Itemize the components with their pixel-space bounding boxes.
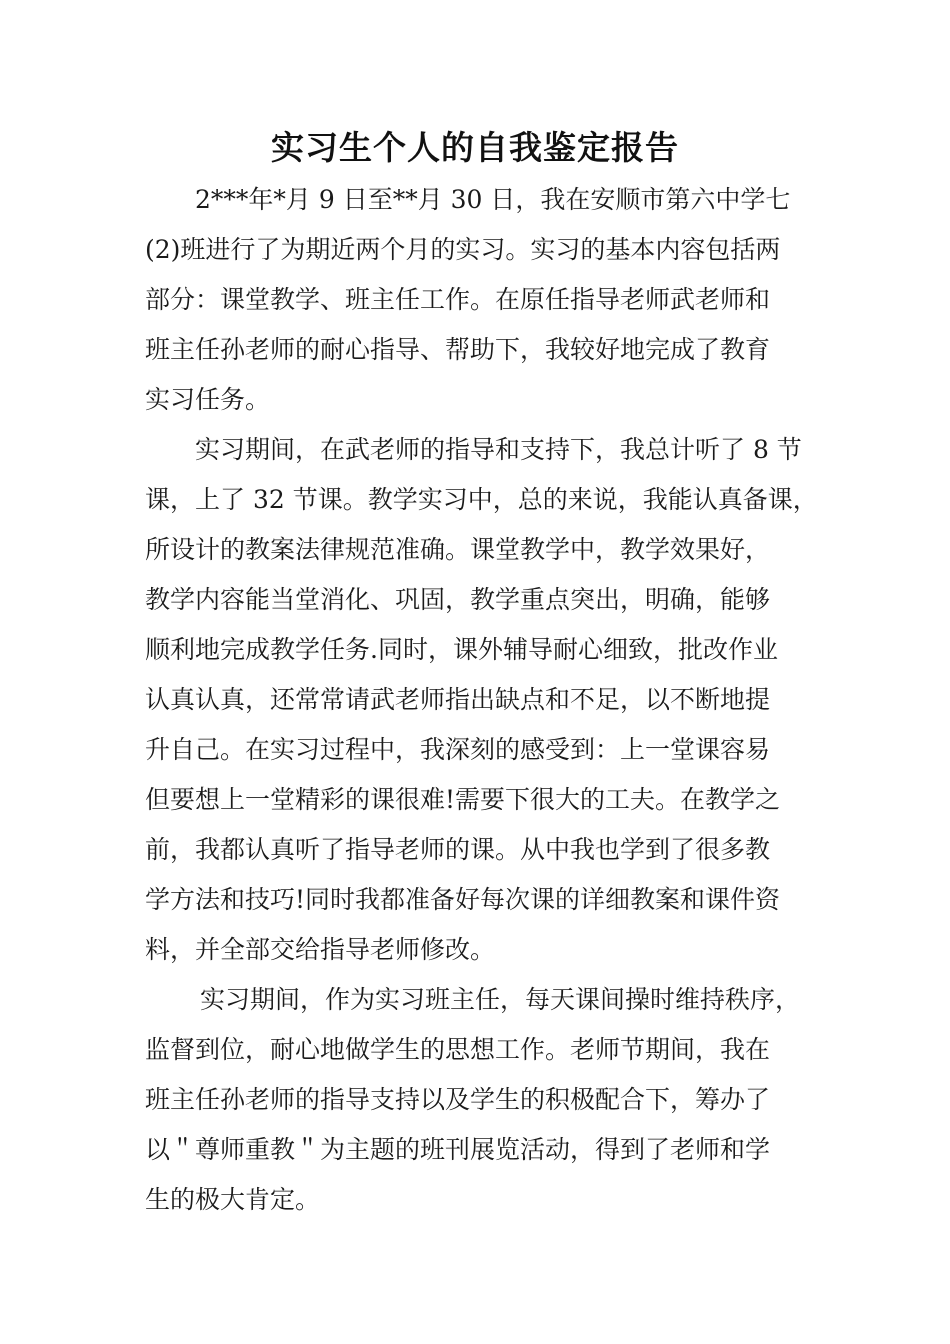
- text-line: 班主任孙老师的耐心指导、帮助下，我较好地完成了教育: [145, 335, 771, 364]
- text-line: 实习期间，在武老师的指导和支持下，我总计听了 8 节: [195, 435, 802, 464]
- text-line: (2)班进行了为期近两个月的实习。实习的基本内容包括两: [145, 235, 781, 264]
- text-line: 认真认真，还常常请武老师指出缺点和不足，以不断地提: [145, 685, 771, 714]
- text-line: 实习期间，作为实习班主任，每天课间操时维持秩序，: [200, 985, 801, 1014]
- text-line: 学方法和技巧!同时我都准备好每次课的详细教案和课件资: [145, 885, 781, 914]
- text-line: 实习任务。: [145, 385, 271, 414]
- text-line: 部分：课堂教学、班主任工作。在原任指导老师武老师和: [145, 285, 771, 314]
- text-line: 所设计的教案法律规范准确。课堂教学中，教学效果好，: [145, 535, 771, 564]
- text-line: 教学内容能当堂消化、巩固，教学重点突出，明确，能够: [145, 585, 771, 614]
- text-line: 生的极大肯定。: [145, 1185, 321, 1214]
- text-line: 升自己。在实习过程中，我深刻的感受到：上一堂课容易: [145, 735, 771, 764]
- text-line: 2***年*月 9 日至**月 30 日，我在安顺市第六中学七: [195, 185, 791, 214]
- text-line: 料，并全部交给指导老师修改。: [145, 935, 496, 964]
- text-line: 但要想上一堂精彩的课很难!需要下很大的工夫。在教学之: [145, 785, 781, 814]
- text-line: 顺利地完成教学任务.同时，课外辅导耐心细致，批改作业: [145, 635, 778, 664]
- text-line: 监督到位，耐心地做学生的思想工作。老师节期间，我在: [145, 1035, 771, 1064]
- text-line: 前，我都认真听了指导老师的课。从中我也学到了很多教: [145, 835, 771, 864]
- text-line: 以＂尊师重教＂为主题的班刊展览活动，得到了老师和学: [145, 1135, 771, 1164]
- document-title: 实习生个人的自我鉴定报告: [271, 128, 679, 167]
- text-line: 班主任孙老师的指导支持以及学生的积极配合下，筹办了: [145, 1085, 771, 1114]
- text-line: 课，上了 32 节课。教学实习中，总的来说，我能认真备课，: [145, 485, 818, 514]
